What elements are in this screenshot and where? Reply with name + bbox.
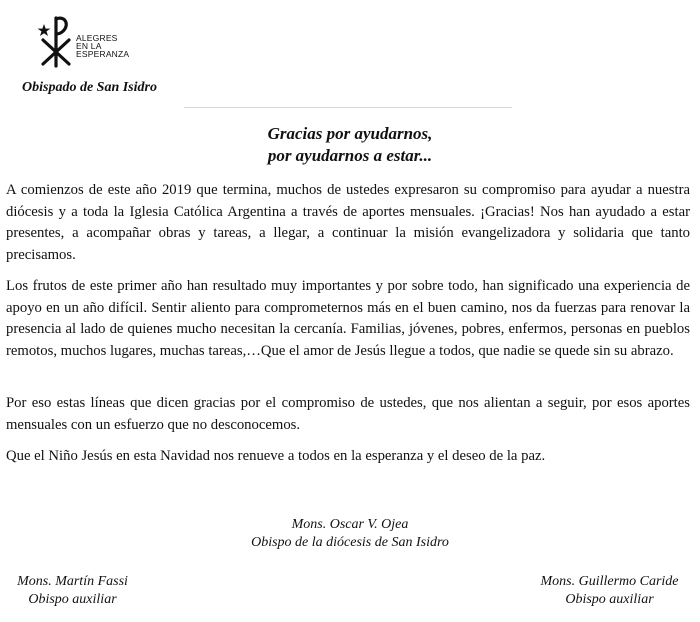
signature-main-name: Mons. Oscar V. Ojea — [291, 517, 409, 532]
logo-line-2: EN LA — [76, 41, 102, 51]
signature-main — [0, 516, 700, 552]
logo-line-1: ALEGRES — [76, 33, 118, 43]
signature-main-role: Obispo de la diócesis de San Isidro — [251, 535, 449, 550]
paragraph-1: A comienzos de este año 2019 que termina, muchos de ustedes expresaron su compromiso para ayudar a nuestra diócesis y a toda la Iglesia Católica Argentina a través de aportes mensuales. ¡Gracias! Nos han ayudado a estar presentes, a acompañar obras y tareas, a llegar, a continuar la misión evangelizadora y solidaria que tanto precisamos. — [6, 182, 690, 263]
logo-line-3: ESPERANZA — [76, 49, 130, 59]
paragraph-3: Por eso estas líneas que dicen gracias por el compromiso de ustedes, que nos alientan a seguir, por esos aportes mensuales con un esfuerzo que no desconocemos. — [6, 395, 690, 433]
letter-title — [0, 123, 700, 167]
signature-left — [10, 573, 135, 609]
title-line-1: Gracias por ayudarnos, — [267, 124, 433, 143]
paragraph-2: Los frutos de este primer año han resultado muy importantes y por sobre todo, han significado una experiencia de apoyo en un año difícil. Sentir aliento para comprometernos más en el buen camino, nos da fuerzas para renovar la presencia al lado de quienes mucho necesitan la cercanía. Familias, jóvenes, pobres, enfermos, personas en pueblos remotos, muchos lugares, muchas tareas,…Que el amor de Jesús llegue a todos, que nadie se quede sin su abrazo. — [6, 278, 690, 359]
paragraph-4: Que el Niño Jesús en esta Navidad nos renueve a todos en la esperanza y el deseo de la paz. — [6, 448, 546, 464]
logo-wordmark — [76, 34, 129, 58]
signature-left-name: Mons. Martín Fassi — [17, 574, 128, 589]
chi-rho-icon — [36, 6, 76, 72]
signature-right-role: Obispo auxiliar — [565, 592, 654, 607]
divider — [184, 107, 512, 108]
title-line-2: por ayudarnos a estar... — [267, 146, 433, 165]
signature-right — [532, 573, 687, 609]
signature-left-role: Obispo auxiliar — [28, 592, 117, 607]
organization-name: Obispado de San Isidro — [22, 80, 157, 95]
diocese-logo — [36, 6, 186, 72]
signature-right-name: Mons. Guillermo Caride — [540, 574, 679, 589]
